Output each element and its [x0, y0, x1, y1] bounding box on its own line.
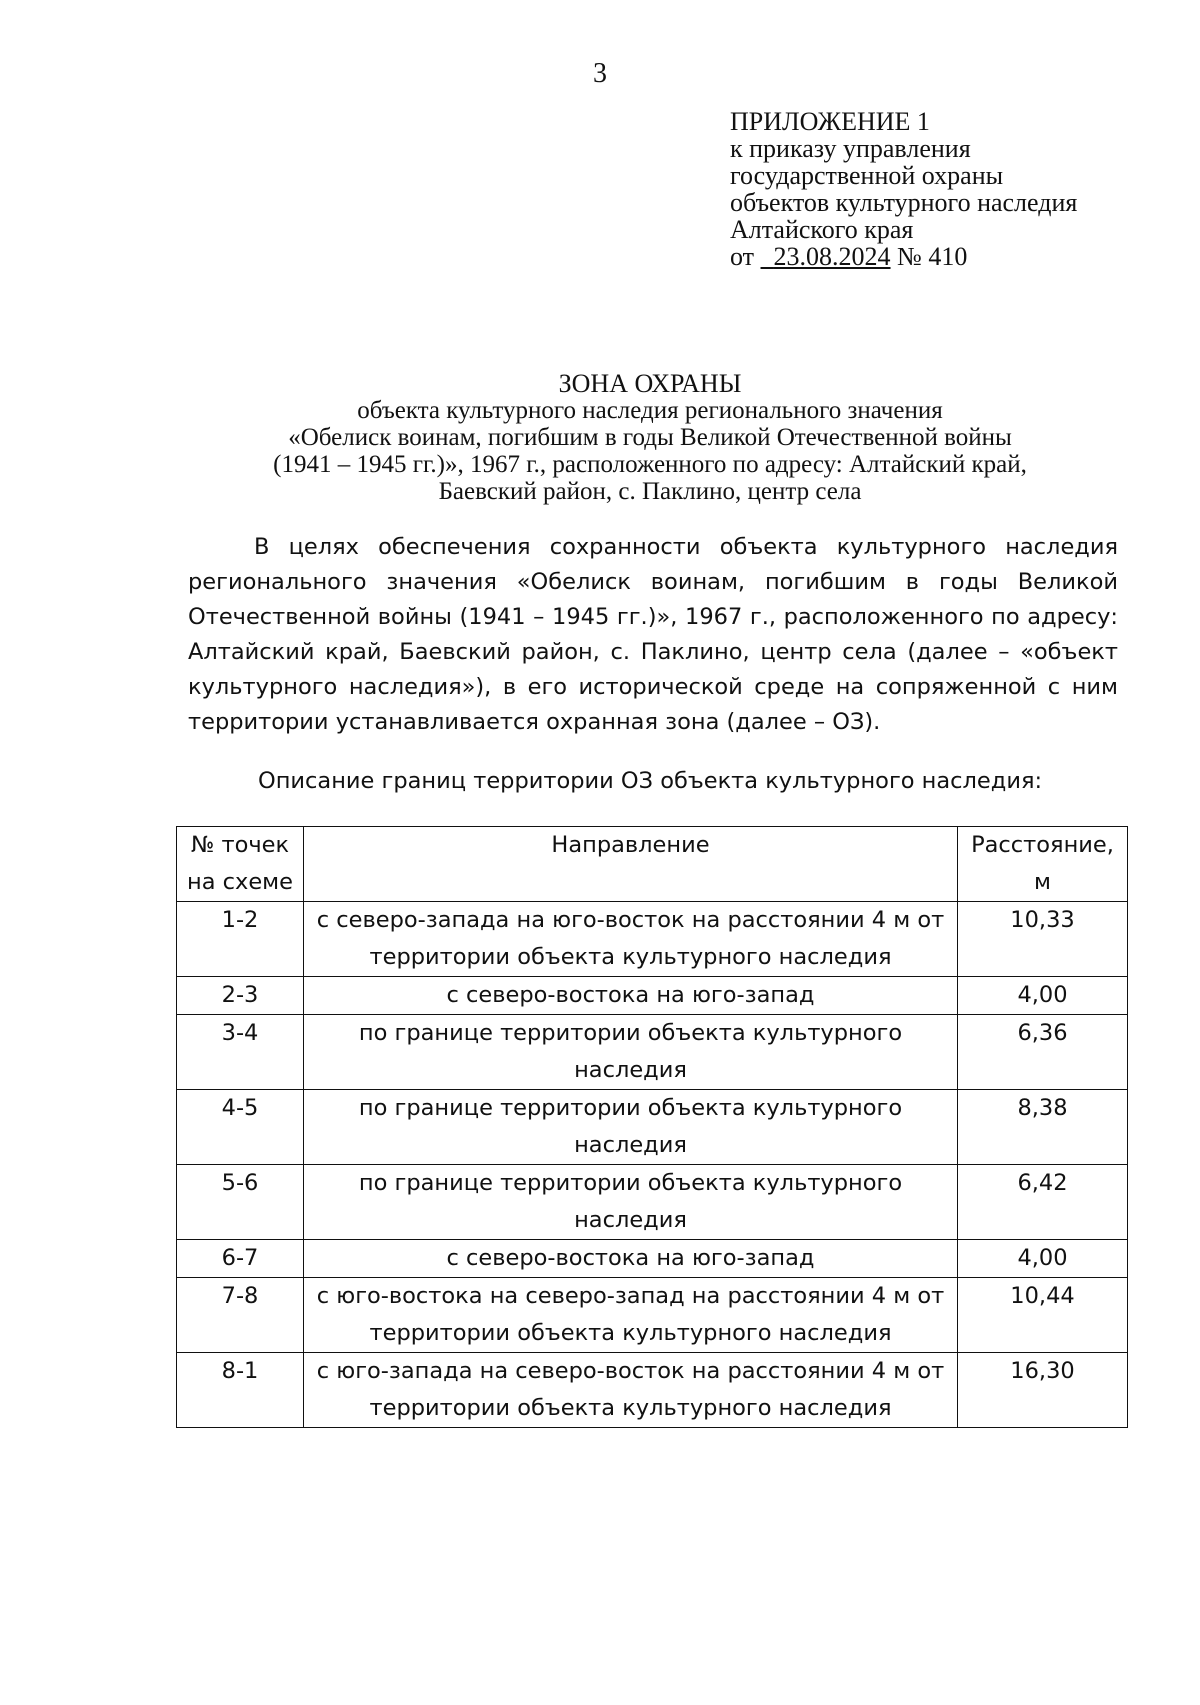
header-direction: Направление — [304, 827, 958, 902]
cell-distance: 10,44 — [958, 1278, 1128, 1353]
title-line: объекта культурного наследия регионального значения — [357, 397, 943, 424]
cell-distance: 10,33 — [958, 902, 1128, 977]
table-row — [177, 1353, 1128, 1428]
table-row — [177, 1090, 1128, 1165]
title-line: «Обелиск воинам, погибшим в годы Великой Отечественной войны — [288, 424, 1012, 451]
date-prefix: от — [730, 242, 755, 271]
table-header-row — [177, 827, 1128, 902]
appendix-line: к приказу управления — [730, 134, 971, 163]
cell-direction: с северо-востока на юго-запад — [304, 977, 958, 1015]
cell-points: 1-2 — [177, 902, 304, 977]
cell-points: 3-4 — [177, 1015, 304, 1090]
cell-distance: 4,00 — [958, 1240, 1128, 1278]
header-distance: Расстояние, м — [958, 827, 1128, 902]
table-caption: Описание границ территории ОЗ объекта культурного наследия: — [258, 768, 1043, 794]
page-number: 3 — [593, 58, 607, 89]
cell-direction: по границе территории объекта культурного наследия — [304, 1165, 958, 1240]
cell-direction: по границе территории объекта культурного наследия — [304, 1090, 958, 1165]
order-number: № 410 — [897, 242, 968, 271]
cell-distance: 4,00 — [958, 977, 1128, 1015]
appendix-block — [730, 108, 1077, 270]
cell-distance: 6,42 — [958, 1165, 1128, 1240]
cell-points: 7-8 — [177, 1278, 304, 1353]
table-row — [177, 977, 1128, 1015]
appendix-line: Алтайского края — [730, 215, 914, 244]
cell-direction: с юго-запада на северо-восток на расстоянии 4 м от территории объекта культурного наследия — [304, 1353, 958, 1428]
cell-points: 6-7 — [177, 1240, 304, 1278]
table-row — [177, 1165, 1128, 1240]
cell-direction: с северо-запада на юго-восток на расстоянии 4 м от территории объекта культурного наследия — [304, 902, 958, 977]
appendix-date-line — [730, 243, 1077, 270]
table-row — [177, 1240, 1128, 1278]
cell-direction: с юго-востока на северо-запад на расстоянии 4 м от территории объекта культурного наследия — [304, 1278, 958, 1353]
table-row — [177, 1015, 1128, 1090]
cell-distance: 16,30 — [958, 1353, 1128, 1428]
body-paragraph: В целях обеспечения сохранности объекта культурного наследия регионального значения «Обелиск воинам, погибшим в годы Великой Отечественной войны (1941 – 1945 гг.)», 1967 г., расположенного по адресу: Алтайский край, Баевский район, с. Паклино, центр села (далее – «объект культурного наследия»), в его исторической среде на сопряженной с ним территории устанавливается охранная зона (далее – ОЗ). — [188, 534, 1118, 735]
title-heading: ЗОНА ОХРАНЫ — [558, 369, 742, 398]
cell-direction: по границе территории объекта культурного наследия — [304, 1015, 958, 1090]
boundary-table — [176, 826, 1128, 1428]
table-row — [177, 1278, 1128, 1353]
order-date: 23.08.2024 — [773, 242, 891, 271]
cell-direction: с северо-востока на юго-запад — [304, 1240, 958, 1278]
cell-points: 5-6 — [177, 1165, 304, 1240]
cell-points: 2-3 — [177, 977, 304, 1015]
cell-points: 4-5 — [177, 1090, 304, 1165]
title-line: Баевский район, с. Паклино, центр села — [438, 478, 862, 505]
appendix-line: объектов культурного наследия — [730, 188, 1078, 217]
table-row — [177, 902, 1128, 977]
cell-points: 8-1 — [177, 1353, 304, 1428]
header-points: № точек на схеме — [177, 827, 304, 902]
cell-distance: 8,38 — [958, 1090, 1128, 1165]
appendix-line: государственной охраны — [730, 161, 1004, 190]
title-line: (1941 – 1945 гг.)», 1967 г., расположенного по адресу: Алтайский край, — [273, 451, 1027, 478]
appendix-title: ПРИЛОЖЕНИЕ 1 — [730, 107, 930, 136]
document-title — [180, 370, 1120, 505]
cell-distance: 6,36 — [958, 1015, 1128, 1090]
